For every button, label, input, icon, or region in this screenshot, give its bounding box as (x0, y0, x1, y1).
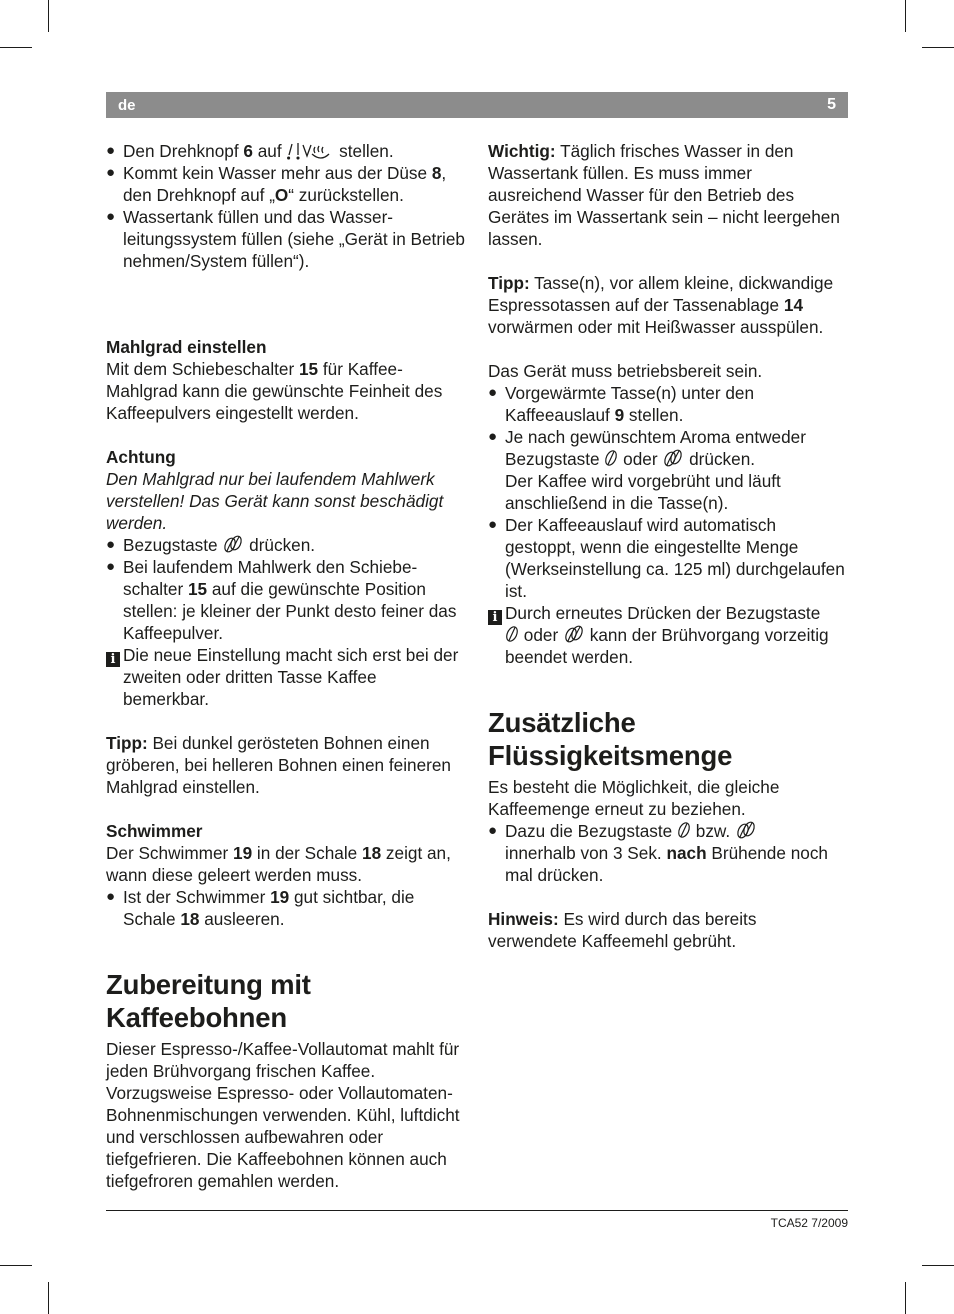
two-beans-icon (662, 448, 684, 468)
bullet-icon: ● (106, 208, 116, 225)
bullet-icon: ● (488, 516, 498, 533)
section-title: Schwimmer (106, 821, 203, 841)
list-item: ● Vorgewärmte Tasse(n) unter den Kaffeeauslauf 9 stellen. (488, 383, 755, 425)
two-beans-icon (735, 820, 757, 840)
bullet-icon: ● (106, 164, 116, 181)
info-note: i Durch erneutes Drücken der Bezugstaste oder kann der Brühvorgang vorzeitig beendet werden. (488, 602, 850, 668)
bullet-icon: ● (106, 558, 116, 575)
footer-model: TCA52 7/2009 (770, 1216, 848, 1230)
section-title: Achtung (106, 447, 176, 467)
paragraph: Dieser Espresso-/Kaffee-Vollautomat mahlt für jeden Brühvorgang frischen Kaffee. Vorzugsweise Espresso- oder Vollautomaten-Bohnenmischungen verwenden. Kühl, luftdicht und verschlossen aufbewahren oder tiefgefrieren. Die Kaffeebohnen können auch tiefgefroren gemahlen werden. (106, 1039, 460, 1191)
section-heading: Zusätzliche Flüssigkeitsmenge (488, 707, 733, 771)
two-beans-icon (563, 624, 585, 644)
footer-rule (106, 1210, 848, 1211)
bullet-icon: ● (106, 142, 116, 159)
list-item: ● Kommt kein Wasser mehr aus der Düse 8, den Drehknopf auf „O“ zurückstellen. (106, 163, 447, 205)
two-beans-icon (222, 534, 244, 554)
steam-symbol-icon (286, 142, 334, 160)
paragraph: Es besteht die Möglichkeit, die gleiche Kaffeemenge erneut zu beziehen. (488, 777, 780, 819)
crop-mark (48, 1282, 49, 1314)
crop-mark (922, 1265, 954, 1266)
one-bean-icon (677, 820, 691, 840)
one-bean-icon (604, 448, 618, 468)
crop-mark (905, 0, 906, 32)
list-item: ● Je nach gewünschtem Aroma entweder Bezugstaste oder drücken. Der Kaffee wird vorgebrüht und läuft anschließend in die Tasse(n). (488, 427, 806, 513)
bullet-icon: ● (106, 888, 116, 905)
bullet-icon: ● (106, 536, 116, 553)
section-heading: Zubereitung mit Kaffeebohnen (106, 969, 311, 1033)
warning-text: Den Mahlgrad nur bei laufendem Mahlwerk verstellen! Das Gerät kann sonst beschädigt werden. (106, 469, 444, 533)
list-item: ● Wassertank füllen und das Wasserleitungssystem füllen (siehe „Gerät in Betrieb nehmen/System füllen“). (106, 207, 465, 271)
list-item: ● Ist der Schwimmer 19 gut sichtbar, die Schale 18 ausleeren. (106, 887, 415, 929)
bullet-icon: ● (488, 384, 498, 401)
paragraph: Das Gerät muss betriebsbereit sein. (488, 361, 763, 381)
crop-mark (0, 1265, 32, 1266)
list-item: ● Dazu die Bezugstaste bzw. innerhalb von 3 Sek. nach Brühende noch mal drücken. (488, 821, 828, 885)
crop-mark (905, 1282, 906, 1314)
tip-paragraph: Tipp: Bei dunkel gerösteten Bohnen einen gröberen, bei helleren Bohnen einen feineren Mahlgrad einstellen. (106, 733, 451, 797)
crop-mark (0, 47, 32, 48)
info-note: i Die neue Einstellung macht sich erst bei der zweiten oder dritten Tasse Kaffee bemerkbar. (106, 644, 466, 710)
page-header (106, 92, 848, 118)
section-title: Mahlgrad einstellen (106, 337, 267, 357)
paragraph: Der Schwimmer 19 in der Schale 18 zeigt an, wann diese geleert werden muss. (106, 843, 451, 885)
crop-mark (48, 0, 49, 32)
bullet-icon: ● (488, 822, 498, 839)
crop-mark (922, 47, 954, 48)
paragraph: Mit dem Schiebeschalter 15 für Kaffee-Mahlgrad kann die gewünschte Feinheit des Kaffeepulvers eingestellt werden. (106, 359, 443, 423)
list-item: ● Bezugstaste drücken. (106, 535, 316, 555)
important-paragraph: Wichtig: Täglich frisches Wasser in den Wassertank füllen. Es muss immer ausreichend Wasser für den Betrieb des Gerätes im Wassertank sein – nicht leergehen lassen. (488, 141, 840, 249)
language-code: de (118, 97, 136, 114)
one-bean-icon (505, 624, 519, 644)
note-paragraph: Hinweis: Es wird durch das bereits verwendete Kaffeemehl gebrüht. (488, 909, 757, 951)
page-number: 5 (827, 96, 836, 113)
left-column (106, 140, 466, 1192)
info-icon: i (106, 652, 120, 667)
list-item: ● Der Kaffeeauslauf wird automatisch gestoppt, wenn die eingestellte Menge (Werkseinstellung ca. 125 ml) durchgelaufen ist. (488, 515, 845, 601)
tip-paragraph: Tipp: Tasse(n), vor allem kleine, dickwandige Espressotassen auf der Tassenablage 14 vorwärmen oder mit Heißwasser ausspülen. (488, 273, 834, 337)
right-column (488, 140, 850, 952)
list-item: ● Den Drehknopf 6 auf stellen. (106, 141, 394, 161)
info-icon: i (488, 610, 502, 625)
bullet-icon: ● (488, 428, 498, 445)
list-item: ● Bei laufendem Mahlwerk den Schiebeschalter 15 auf die gewünschte Position stellen: je kleiner der Punkt desto feiner das Kaffeepulver. (106, 557, 457, 643)
